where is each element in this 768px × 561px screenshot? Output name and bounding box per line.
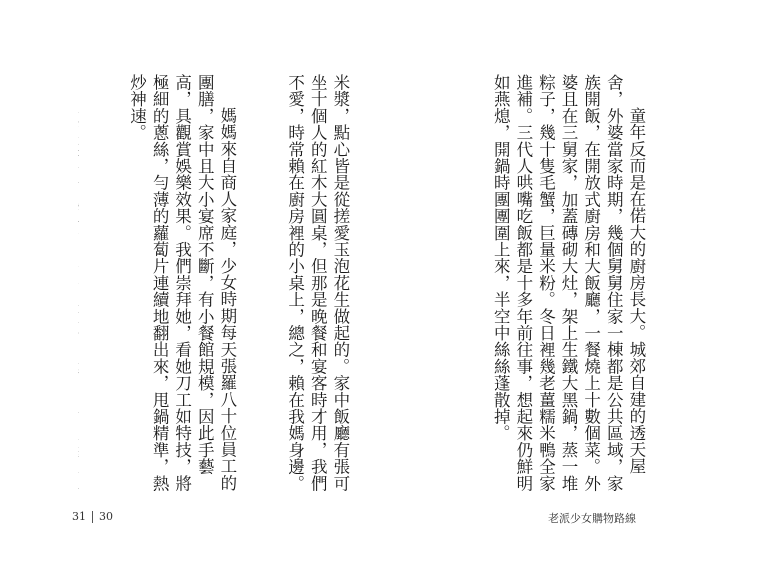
left-paragraph-2: 媽媽來自商人家庭，少女時期每天張羅八十位員工的團膳，家中且大小宴席不斷，有小餐館規模，因此手藝高，具觀賞娛樂效果。我們崇拜她，看她刀工如特技，將極細的蔥絲，勻薄的蘿蔔片連續地翻出來，甩鍋精準，熱炒神速。 bbox=[127, 74, 237, 492]
right-page-number: 30 bbox=[99, 510, 113, 523]
left-page-body-text bbox=[78, 74, 396, 494]
left-paragraph-1: 米漿，點心皆是從搓愛玉泡花生做起的。家中飯廳有張可坐十個人的紅木大圓桌，但那是晚餐和宴客時才用，我們不愛，時常賴在廚房裡的小桌上，總之，賴在我媽身邊。 bbox=[285, 74, 350, 492]
folio-divider bbox=[92, 511, 93, 523]
left-paragraph-3 bbox=[78, 74, 80, 494]
right-paragraph-1: 童年反而是在偌大的廚房長大。城郊自建的透天屋舍，外婆當家時期，幾個舅舅住家一棟都是公共區域，家族開飯，在開放式廚房和大飯廳，一餐燒上十數個菜。外婆且在三舅家，加蓋磚砌大灶，架上生鐵大黑鍋，蒸一堆粽子，幾十隻毛蟹，巨量米粉。冬日裡幾老薑糯米鴨全家進補。三代人哄嘴吃飯都是十多年前往事，想起來仍鮮明如燕熄，開鍋時團團圍上來，半空中絲絲蓬散掉。 bbox=[491, 74, 646, 492]
left-page-number: 31 bbox=[72, 510, 86, 523]
right-page-body-text bbox=[476, 74, 692, 494]
running-head: 老派少女購物路線 bbox=[548, 512, 636, 525]
page-numbers bbox=[72, 510, 113, 523]
